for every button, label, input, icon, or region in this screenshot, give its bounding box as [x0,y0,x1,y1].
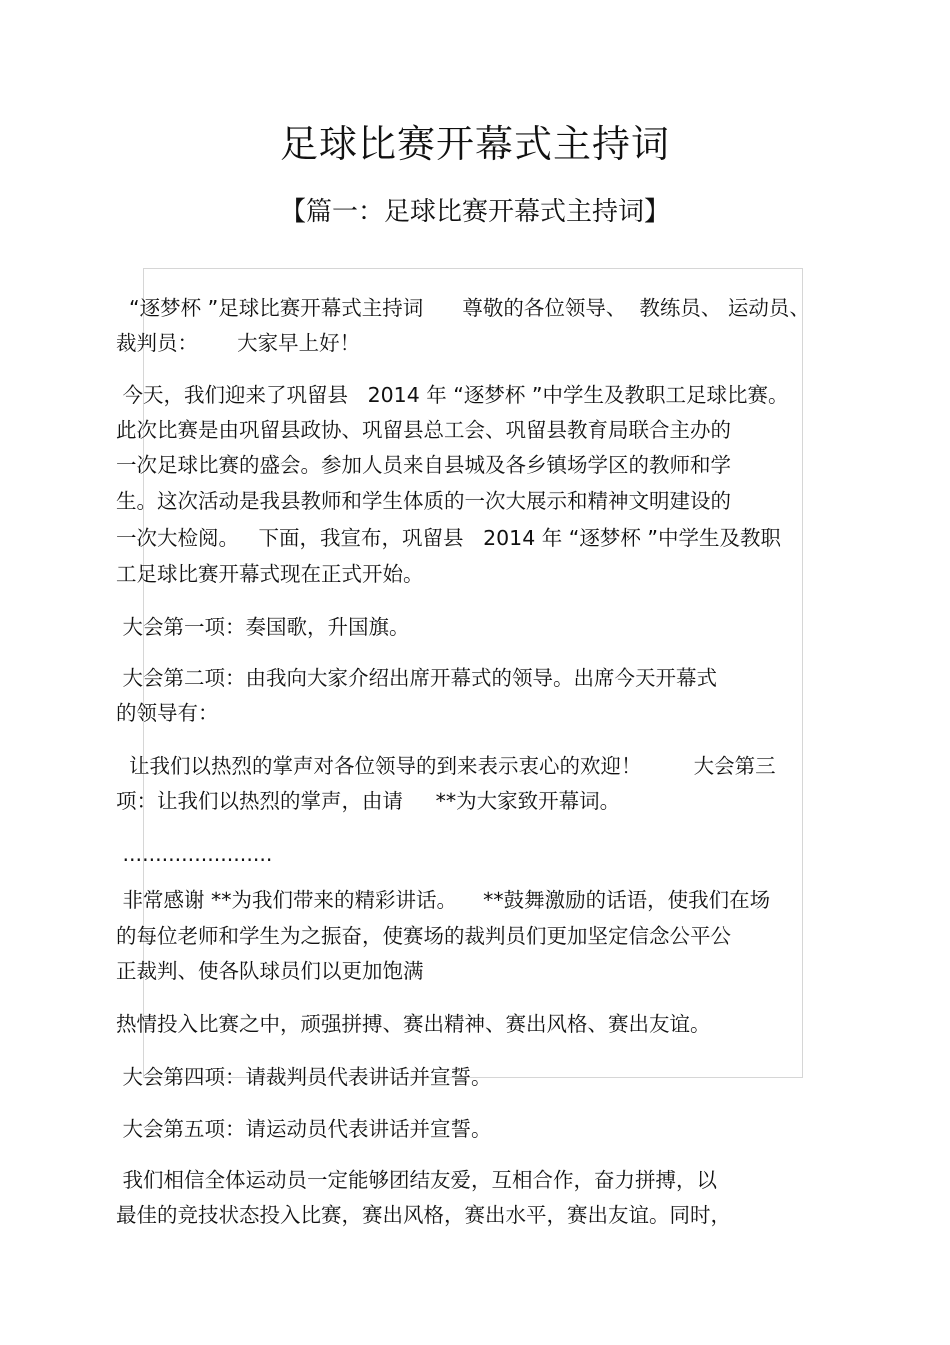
body-line: 让我们以热烈的掌声对各位领导的到来表示衷心的欢迎！ 大会第三 [116,754,776,778]
body-line: “逐梦杯 ”足球比赛开幕式主持词 尊敬的各位领导、 教练员、 运动员、 [116,296,810,320]
body-line: 大会第四项：请裁判员代表讲话并宣誓。 [116,1065,492,1089]
body-line: 工足球比赛开幕式现在正式开始。 [116,562,424,586]
body-line: 裁判员： 大家早上好！ [116,331,361,355]
page-title: 足球比赛开幕式主持词 [279,122,670,166]
body-line: 的领导有： [116,701,219,725]
body-line: 此次比赛是由巩留县政协、巩留县总工会、巩留县教育局联合主办的 [116,418,731,442]
body-line: 最佳的竞技状态投入比赛，赛出风格，赛出水平，赛出友谊。同时， [116,1203,731,1227]
body-line: 一次大检阅。 下面，我宣布，巩留县 2014 年 “逐梦杯 ”中学生及教职 [116,526,782,550]
body-line: 大会第二项：由我向大家介绍出席开幕式的领导。出席今天开幕式 [116,666,718,690]
body-line: 我们相信全体运动员一定能够团结友爱，互相合作，奋力拼搏，以 [116,1168,718,1192]
body-line: 正裁判、使各队球员们以更加饱满 [116,959,424,983]
body-line: 生。这次活动是我县教师和学生体质的一次大展示和精神文明建设的 [116,489,731,513]
body-line: 热情投入比赛之中，顽强拼搏、赛出精神、赛出风格、赛出友谊。 [116,1012,711,1036]
body-line: 今天，我们迎来了巩留县 2014 年 “逐梦杯 ”中学生及教职工足球比赛。 [116,383,789,407]
body-line: 项：让我们以热烈的掌声，由请 **为大家致开幕词。 [116,789,621,813]
body-line: 非常感谢 **为我们带来的精彩讲话。 **鼓舞激励的话语，使我们在场 [116,888,771,912]
body-line: 大会第五项：请运动员代表讲话并宣誓。 [116,1117,492,1141]
body-line: 的每位老师和学生为之振奋，使赛场的裁判员们更加坚定信念公平公 [116,924,731,948]
body-line: ....................... [116,842,273,866]
body-line: 大会第一项：奏国歌，升国旗。 [116,615,410,639]
body-line: 一次足球比赛的盛会。参加人员来自县城及各乡镇场学区的教师和学 [116,453,731,477]
section-subtitle: 【篇一：足球比赛开幕式主持词】 [279,197,670,227]
